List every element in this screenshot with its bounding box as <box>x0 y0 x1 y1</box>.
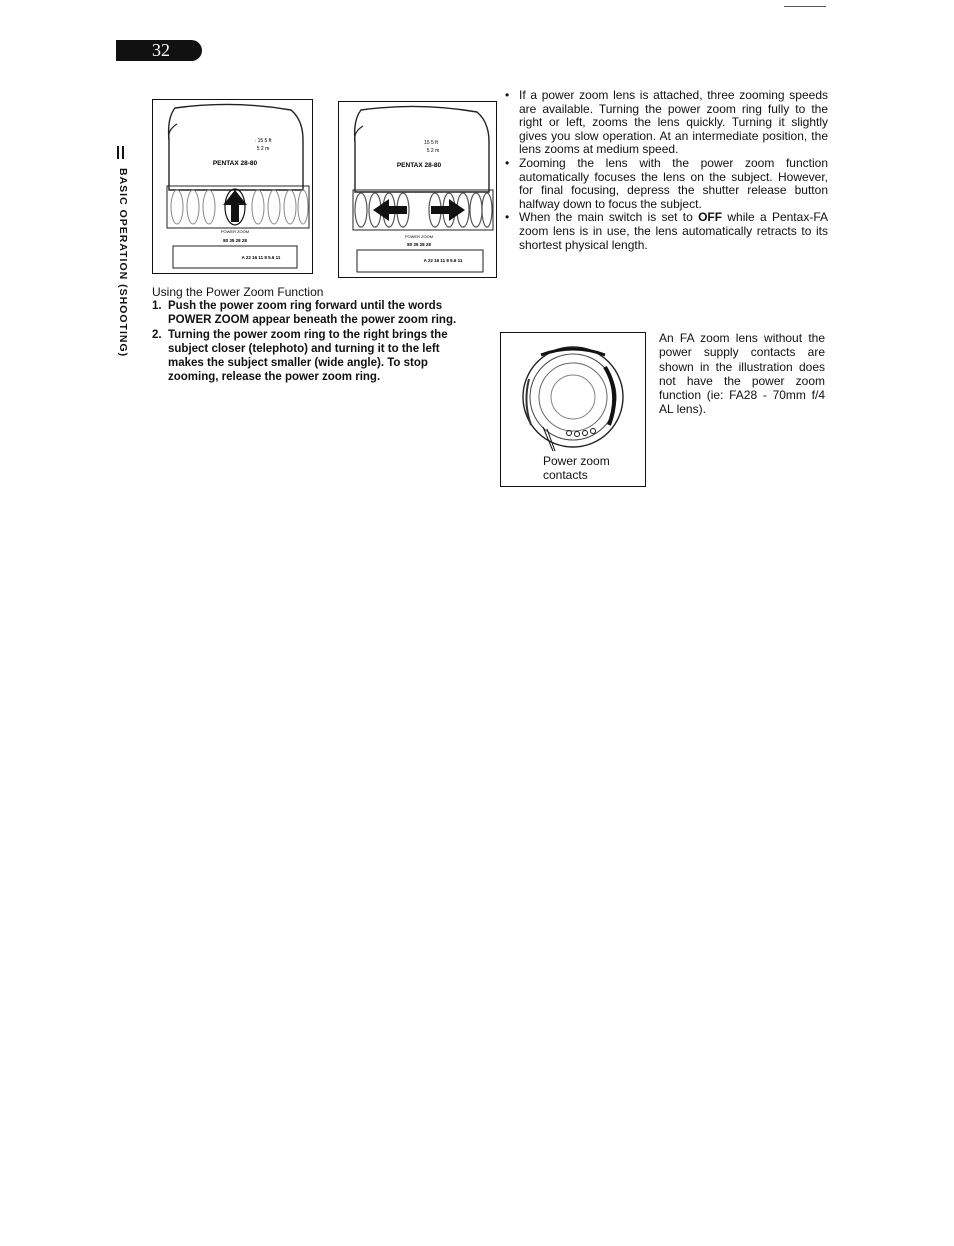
distance-scale-m: 5 2 m <box>256 146 270 152</box>
list-item <box>152 299 476 327</box>
power-zoom-label: POWER ZOOM <box>220 229 250 234</box>
bullet-text: If a power zoom lens is attached, three zooming speeds are available. Turning the power zoom ring fully to the right or left, zooms the lens quickly. Turning it slightly gives you slow operation. At an intermediate position, the lens zooms at medium speed. <box>519 88 828 157</box>
lens-brand-label: PENTAX 28-80 <box>212 160 258 167</box>
bullet-list <box>505 89 828 252</box>
off-setting-term: OFF <box>698 210 723 225</box>
arrow-up-icon <box>223 189 247 225</box>
list-item <box>505 89 828 157</box>
distance-scale-ft: · 15 5 ft <box>254 138 272 144</box>
fa-figure-caption: Power zoom contacts <box>543 454 610 482</box>
header-rule <box>784 6 826 7</box>
list-item <box>505 157 828 211</box>
steps-list <box>152 299 476 385</box>
lens-brand-label: PENTAX 28-80 <box>396 162 442 169</box>
power-zoom-label: POWER ZOOM <box>404 234 434 239</box>
distance-scale-ft: 15 5 ft <box>424 140 438 146</box>
bullet-text-end: while a Pentax-FA zoom lens is in use, the lens automatically retracts to its shortest physical length. <box>519 210 828 252</box>
arrow-left-icon <box>373 199 407 221</box>
aperture-scale: A 22 16 11 8 5.6 11 <box>241 255 281 260</box>
section-marker <box>117 146 127 164</box>
step-text: Turning the power zoom ring to the right brings the subject closer (telephoto) and turning it to the left makes the subject smaller (wide angle). To stop zooming, release the power zoom ring. <box>168 329 448 383</box>
aperture-scale: A 22 16 11 8 5.6 11 <box>423 258 463 263</box>
bullet-icon: • <box>505 88 510 102</box>
lens-figure-turn <box>338 101 497 278</box>
step-text-end: appear beneath the power zoom ring. <box>249 314 457 326</box>
bullet-icon: • <box>505 210 510 225</box>
step-number: 1. <box>152 300 162 312</box>
lens-figure-push <box>152 99 313 274</box>
zoom-ring-grip <box>171 190 308 224</box>
page-number: 32 <box>152 40 170 60</box>
list-item <box>505 211 828 252</box>
section-side-label: BASIC OPERATION (SHOOTING) <box>117 168 129 358</box>
section-title: Using the Power Zoom Function <box>152 285 324 299</box>
step-text: Push the power zoom ring forward until the words <box>168 300 443 312</box>
focal-length-marks: 80 35 28 28 <box>407 242 431 247</box>
fa-lens-note: An FA zoom lens without the power supply contacts are shown in the illustration does not have the power zoom function (ie: FA28 - 70mm f/4 AL lens). <box>659 331 825 417</box>
bullet-text: Zooming the lens with the power zoom function automatically focuses the lens on the subject. However, for final focusing, depress the shutter release button halfway down to focus the subject. <box>519 155 828 211</box>
bullet-text: When the main switch is set to <box>519 210 699 225</box>
arrow-right-icon <box>431 199 465 221</box>
distance-scale-m: 5 2 m <box>426 148 440 154</box>
focal-length-marks: 80 35 28 28 <box>223 238 247 243</box>
bullet-icon: • <box>505 155 510 170</box>
power-zoom-term: POWER ZOOM <box>168 314 250 326</box>
step-number: 2. <box>152 329 162 341</box>
list-item <box>152 328 476 384</box>
